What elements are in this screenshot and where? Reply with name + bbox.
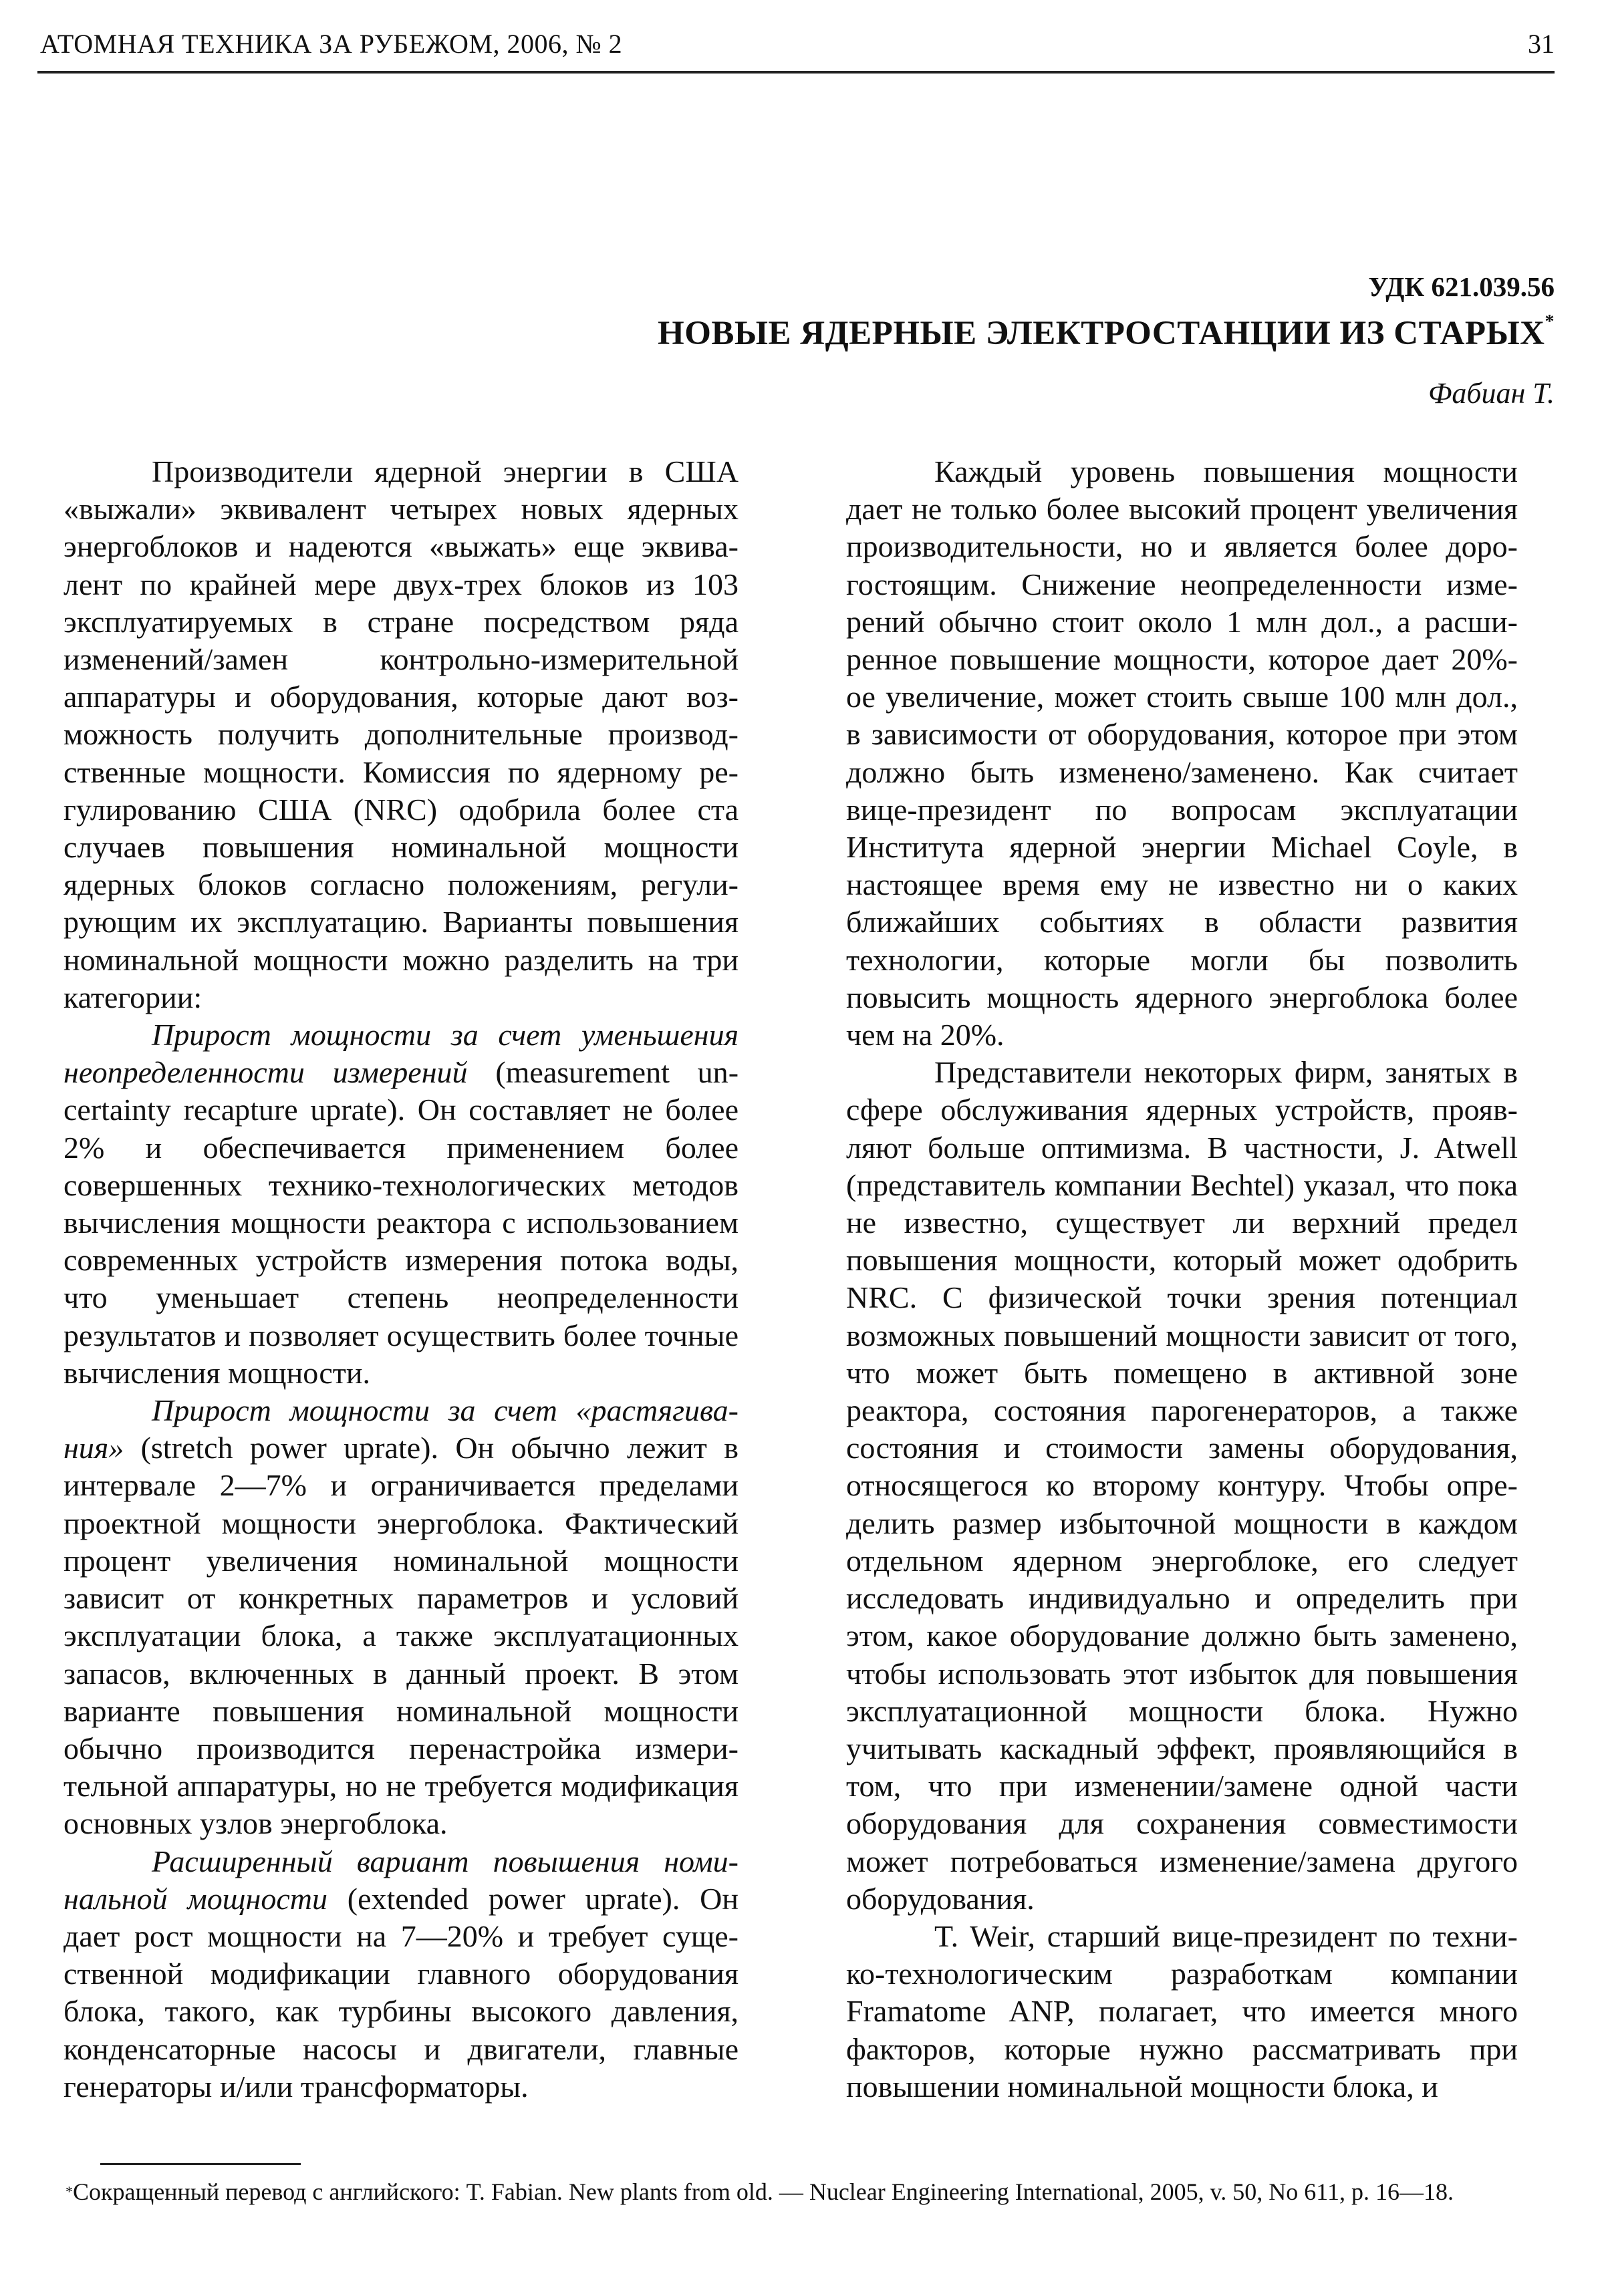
journal-title: АТОМНАЯ ТЕХНИКА ЗА РУБЕЖОМ, 2006, № 2: [40, 29, 623, 59]
footnote-text: Сокращенный перевод с английского: T. Fabian. New plants from old. — Nuclear Engineering International, 2005, v. 50, No 611, p. 16—18.: [73, 2178, 1454, 2205]
paragraph: Прирост мощности за счет уменьшения неопределенности измерений (measurement uncertainty recapture uprate). Он составляет не более 2% и обеспечивается применением более совершенных технико-технологических методов вычисления мощности реактора с использованием современных устройств измерения потока воды, что уменьшает степень неопределенности результатов и позволяет осуществить более точные вычисления мощности.: [63, 1018, 739, 1390]
paragraph: Каждый уровень повышения мощности дает не только более высокий процент увеличения производительности, но и является более дорогостоящим. Снижение неопределенности измерений обычно стоит около 1 млн дол., а расширенное повышение мощности, которое дает 20%-ое увеличение, может стоить свыше 100 млн дол., в зависимости от оборудования, которое при этом должно быть изменено/заменено. Как считает вице-президент по вопросам эксплуатации Института ядерной энергии Michael Coyle, в настоящее время ему не известно ни о каких ближайших событиях в области развития технологии, которые могли бы позволить повысить мощность ядерного энергоблока более чем на 20%.: [846, 454, 1518, 1052]
term: Прирост мощности за счет уменьшения неопределенности измерений: [63, 1018, 739, 1090]
footnote-divider: [100, 2163, 301, 2165]
paragraph: Расширенный вариант повышения номинальной мощности (extended power uprate). Он дает рост мощности на 7—20% и требует существенной модификации главного оборудования блока, такого, как турбины высокого давления, конденсаторные насосы и двигатели, главные генераторы и/или трансформаторы.: [63, 1844, 739, 2104]
term: Прирост мощности за счет «растягивания»: [63, 1393, 739, 1465]
paragraph: Прирост мощности за счет «растягивания» (stretch power uprate). Он обычно лежит в интервале 2—7% и ограничивается пределами проектной мощности энергоблока. Фактический процент увеличения номинальной мощности зависит от конкретных параметров и условий эксплуатации блока, а также эксплуатационных запасов, включенных в данный проект. В этом варианте повышения номинальной мощности обычно производится перенастройка измерительной аппаратуры, но не требуется модификация основных узлов энергоблока.: [63, 1393, 739, 1841]
article-title-text: НОВЫЕ ЯДЕРНЫЕ ЭЛЕКТРОСТАНЦИИ ИЗ СТАРЫХ: [658, 315, 1545, 352]
footnote: [65, 2173, 1517, 2210]
page-number: 31: [1528, 29, 1555, 59]
term: Расширенный вариант повышения номинальной мощности: [63, 1844, 739, 1916]
article-title: [658, 311, 1555, 353]
paragraph: Представители некоторых фирм, занятых в сфере обслуживания ядерных устройств, проявляют больше оптимизма. В частности, J. Atwell (представитель компании Bechtel) указал, что пока не известно, существует ли верхний предел повышения мощности, который может одобрить NRC. С физической точки зрения потенциал возможных повышений мощности зависит от того, что может быть помещено в активной зоне реактора, состояния парогенераторов, а также состояния и стоимости замены оборудования, относящегося ко второму контуру. Чтобы определить размер избыточной мощности в каждом отдельном ядерном энергоблоке, его следует исследовать индивидуально и определить при этом, какое оборудование должно быть заменено, чтобы использовать этот избыток для повышения эксплуатационной мощности блока. Нужно учитывать каскадный эффект, проявляющийся в том, что при изменении/замене одной части оборудования для сохранения совместимости может потребоваться изменение/замена другого оборудования.: [846, 1055, 1518, 1916]
right-column: [846, 453, 1518, 2106]
paragraph: T. Weir, старший вице-президент по технико-технологическим разработкам компании Framatome ANP, полагает, что имеется много факторов, которые нужно рассматривать при повышении номинальной мощности блока, и: [846, 1918, 1518, 2104]
article-author: Фабиан Т.: [1428, 377, 1555, 410]
udc-code: УДК 621.039.56: [1368, 271, 1555, 302]
paragraph: Производители ядерной энергии в США «выжали» эквивалент четырех новых ядерных энергоблоков и надеются «выжать» еще эквивалент по крайней мере двух-трех блоков из 103 эксплуатируемых в стране посредством ряда изменений/замен контрольно-измерительной аппаратуры и оборудования, которые дают возможность получить дополнительные производственные мощности. Комиссия по ядерному регулированию США (NRC) одобрила более ста случаев повышения номинальной мощности ядерных блоков согласно положениям, регулирующим их эксплуатацию. Варианты повышения номинальной мощности можно разделить на три категории:: [63, 454, 739, 1014]
left-column: [63, 453, 739, 2106]
footnote-mark: *: [1545, 311, 1555, 332]
footnote-mark: *: [65, 2183, 73, 2200]
running-header: [37, 24, 1555, 74]
